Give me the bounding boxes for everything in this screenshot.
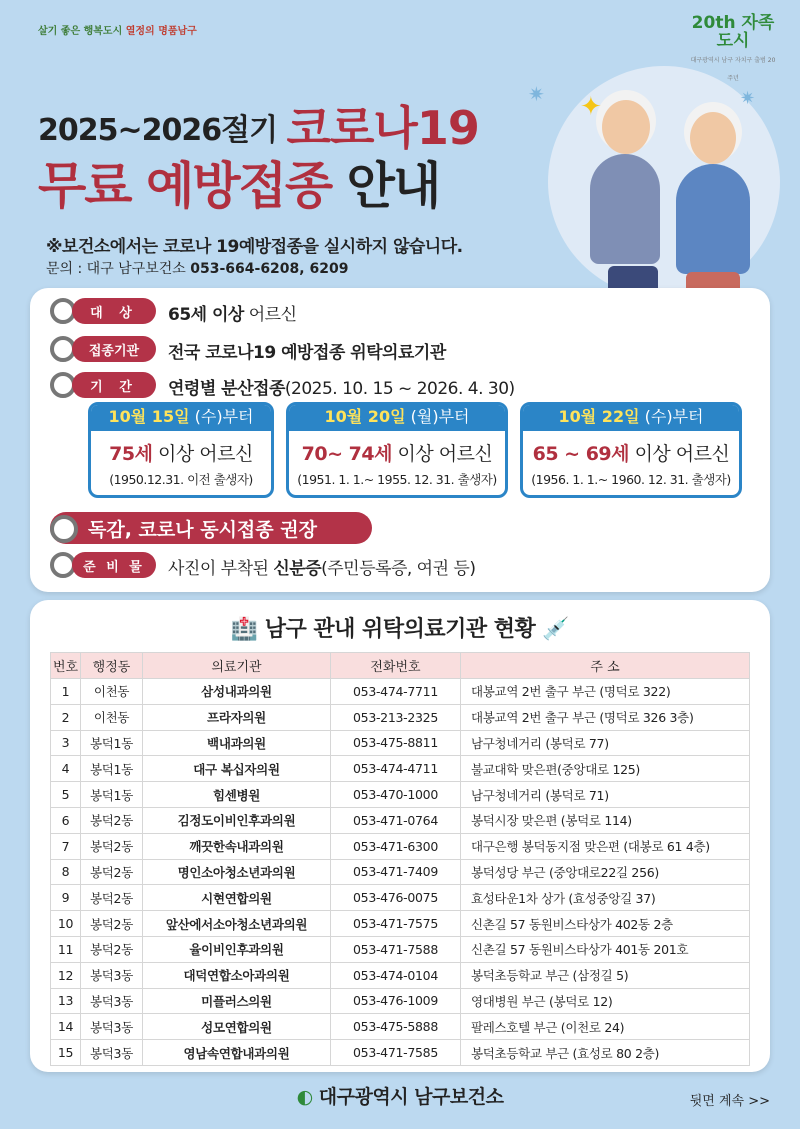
row-clinic: 백내과의원: [143, 730, 331, 756]
row-address: 봉덕시장 맞은편 (봉덕로 114): [461, 807, 750, 833]
row-no: 5: [51, 782, 81, 808]
table-row: [51, 1014, 750, 1040]
row-district: 봉덕3동: [81, 988, 143, 1014]
target-text: [168, 300, 297, 325]
row-clinic: 삼성내과의원: [143, 679, 331, 705]
phase-age-2: [289, 439, 505, 466]
row-clinic: 율이비인후과의원: [143, 936, 331, 962]
table-row: [51, 679, 750, 705]
table-row: [51, 911, 750, 937]
row-phone: 053-471-6300: [331, 833, 461, 859]
row-address: 남구청네거리 (봉덕로 71): [461, 782, 750, 808]
col-no: 번호: [51, 653, 81, 679]
row-clinic: 미플러스의원: [143, 988, 331, 1014]
table-row: [51, 936, 750, 962]
row-phone: 053-474-4711: [331, 756, 461, 782]
row-no: 2: [51, 704, 81, 730]
logo-subtext: 대구광역시 남구 자치구 출범 20주년: [690, 57, 776, 82]
phase-day-2: (월)부터: [410, 407, 470, 426]
row-district: 봉덕3동: [81, 1040, 143, 1066]
footer-org-text: 대구광역시 남구보건소: [318, 1086, 504, 1108]
phase-birth: (1950.12.31. 이전 출생자): [109, 472, 253, 487]
row-phone: 053-474-7711: [331, 679, 461, 705]
row-district: 봉덕2동: [81, 859, 143, 885]
slogan-right: 열정의 명품남구: [125, 26, 197, 37]
row-district: 봉덕2동: [81, 833, 143, 859]
row-address: 불교대학 맞은편(중앙대로 125): [461, 756, 750, 782]
phase-day: (수)부터: [194, 407, 254, 426]
table-row: [51, 807, 750, 833]
phase-box-1: [88, 402, 274, 498]
phase-age-text: 이상 어르신: [158, 443, 253, 465]
row-no: 14: [51, 1014, 81, 1040]
row-address: 신촌길 57 동원비스타상가 401동 201호: [461, 936, 750, 962]
row-no: 13: [51, 988, 81, 1014]
row-clinic: 힘센병원: [143, 782, 331, 808]
next-page-link[interactable]: 뒷면 계속 >>: [689, 1094, 770, 1109]
phase-age: [91, 439, 271, 466]
row-district: 봉덕2동: [81, 936, 143, 962]
phase-header-2: [289, 405, 505, 431]
period-text: [168, 374, 515, 399]
table-row: [51, 704, 750, 730]
row-district: 봉덕3동: [81, 1014, 143, 1040]
table-row: [51, 756, 750, 782]
elderly-man-figure: [590, 154, 660, 264]
label-clinic: 접종기관: [72, 336, 156, 362]
row-clinic: 프라자의원: [143, 704, 331, 730]
table-header-row: [51, 653, 750, 679]
row-phone: 053-476-0075: [331, 885, 461, 911]
row-no: 8: [51, 859, 81, 885]
table-row: [51, 859, 750, 885]
table-row: [51, 1040, 750, 1066]
prep-text: [168, 554, 475, 579]
row-no: 3: [51, 730, 81, 756]
row-address: 대봉교역 2번 출구 부근 (명덕로 322): [461, 679, 750, 705]
table-row: [51, 885, 750, 911]
row-address: 영대병원 부근 (봉덕로 12): [461, 988, 750, 1014]
simultaneous-vaccination-pill: [50, 512, 372, 544]
row-phone: 053-475-5888: [331, 1014, 461, 1040]
phase-age-value: 75세: [109, 443, 153, 465]
row-no: 12: [51, 962, 81, 988]
phase-birth-3: (1956. 1. 1.~ 1960. 12. 31. 출생자): [531, 472, 731, 487]
virus-icon: ✷: [740, 88, 756, 109]
phase-header: [91, 405, 271, 431]
phase-date-2: 10월 20일: [324, 407, 406, 426]
contact-line: [46, 258, 348, 278]
row-clinic: 김정도이비인후과의원: [143, 807, 331, 833]
phase-header-3: [523, 405, 739, 431]
row-address: 봉덕초등학교 부근 (삼정길 5): [461, 962, 750, 988]
clinic-table: [50, 652, 750, 1066]
target-bold: 65세 이상: [168, 305, 244, 325]
footer-org: [0, 1082, 800, 1109]
title-red: 무료 예방접종: [38, 157, 332, 215]
syringe-icon: 💉: [542, 617, 570, 642]
row-address: 대구은행 봉덕동지점 맞은편 (대봉로 61 4층): [461, 833, 750, 859]
row-no: 9: [51, 885, 81, 911]
row-phone: 053-476-1009: [331, 988, 461, 1014]
hospital-icon: 🏥: [230, 617, 258, 642]
table-row: [51, 730, 750, 756]
phase-age-text-2: 이상 어르신: [397, 443, 493, 465]
phase-age-value-3: 65 ~ 69세: [532, 443, 630, 465]
row-address: 신촌길 57 동원비스타상가 402동 2층: [461, 911, 750, 937]
phase-box-2: [286, 402, 508, 498]
col-clinic: 의료기관: [143, 653, 331, 679]
phase-birth-2: (1951. 1. 1.~ 1955. 12. 31. 출생자): [297, 472, 497, 487]
row-district: 봉덕2동: [81, 807, 143, 833]
title-black: 안내: [346, 157, 440, 215]
table-title-text: 남구 관내 위탁의료기관 현황: [264, 617, 536, 642]
row-district: 봉덕1동: [81, 756, 143, 782]
simul-text: 독감, 코로나 동시접종 권장: [88, 518, 317, 541]
row-clinic: 깨끗한속내과의원: [143, 833, 331, 859]
row-no: 11: [51, 936, 81, 962]
prep-text-1: 사진이 부착된: [168, 559, 269, 579]
row-phone: 053-475-8811: [331, 730, 461, 756]
table-row: [51, 962, 750, 988]
row-no: 10: [51, 911, 81, 937]
row-phone: 053-471-7409: [331, 859, 461, 885]
prep-bold: 신분증: [273, 559, 322, 579]
row-phone: 053-474-0104: [331, 962, 461, 988]
row-no: 15: [51, 1040, 81, 1066]
row-address: 봉덕성당 부근 (중앙대로22길 256): [461, 859, 750, 885]
row-address: 대봉교역 2번 출구 부근 (명덕로 326 3층): [461, 704, 750, 730]
row-clinic: 대구 복십자의원: [143, 756, 331, 782]
row-district: 봉덕2동: [81, 885, 143, 911]
label-period: 기 간: [72, 372, 156, 398]
phase-date-3: 10월 22일: [558, 407, 640, 426]
row-phone: 053-471-0764: [331, 807, 461, 833]
slogan: [38, 22, 197, 37]
phase-date: 10월 15일: [108, 407, 190, 426]
row-district: 봉덕3동: [81, 962, 143, 988]
prep-text-2: (주민등록증, 여권 등): [321, 559, 476, 579]
notice-text: ※보건소에서는 코로나 19예방접종을 실시하지 않습니다.: [46, 237, 463, 257]
virus-icon-2: ✷: [528, 82, 545, 106]
label-prep: 준 비 물: [72, 552, 156, 578]
row-no: 1: [51, 679, 81, 705]
table-row: [51, 988, 750, 1014]
row-address: 팔레스호텔 부근 (이천로 24): [461, 1014, 750, 1040]
period-bold: 연령별 분산접종: [168, 379, 285, 399]
row-phone: 053-471-7585: [331, 1040, 461, 1066]
phase-age-text-3: 이상 어르신: [634, 443, 730, 465]
health-center-logo-icon: ◐: [296, 1086, 313, 1108]
row-no: 6: [51, 807, 81, 833]
title-line-2: [38, 146, 439, 218]
row-district: 봉덕1동: [81, 782, 143, 808]
logo-text: 20th 자족도시: [691, 13, 775, 51]
row-address: 남구청네거리 (봉덕로 77): [461, 730, 750, 756]
contact-phones: 053-664-6208, 6209: [190, 261, 349, 277]
phase-age-3: [523, 439, 739, 466]
row-district: 봉덕2동: [81, 911, 143, 937]
row-no: 7: [51, 833, 81, 859]
face-shape: [602, 100, 650, 154]
col-address: 주 소: [461, 653, 750, 679]
label-target: 대 상: [72, 298, 156, 324]
row-district: 봉덕1동: [81, 730, 143, 756]
slogan-left: 살기 좋은 행복도시: [38, 26, 123, 37]
row-district: 이천동: [81, 679, 143, 705]
table-title: [0, 612, 800, 643]
row-clinic: 시현연합의원: [143, 885, 331, 911]
target-rest: 어르신: [248, 305, 297, 325]
row-address: 봉덕초등학교 부근 (효성로 80 2층): [461, 1040, 750, 1066]
row-clinic: 영남속연합내과의원: [143, 1040, 331, 1066]
title-highlight: 코로나19: [286, 101, 479, 155]
sparkle-icon: ✦: [580, 92, 602, 122]
table-row: [51, 833, 750, 859]
elderly-man-figure-2: [676, 164, 750, 274]
phase-day-3: (수)부터: [644, 407, 704, 426]
period-dates: (2025. 10. 15 ~ 2026. 4. 30): [284, 379, 515, 399]
contact-label: 문의 : 대구 남구보건소: [46, 261, 186, 277]
row-district: 이천동: [81, 704, 143, 730]
col-district: 행정동: [81, 653, 143, 679]
magnifier-icon-4: [50, 515, 78, 543]
row-phone: 053-213-2325: [331, 704, 461, 730]
table-row: [51, 782, 750, 808]
col-phone: 전화번호: [331, 653, 461, 679]
row-phone: 053-470-1000: [331, 782, 461, 808]
clinic-text: 전국 코로나19 예방접종 위탁의료기관: [168, 343, 446, 363]
row-clinic: 명인소아청소년과의원: [143, 859, 331, 885]
phase-box-3: [520, 402, 742, 498]
row-clinic: 대덕연합소아과의원: [143, 962, 331, 988]
row-phone: 053-471-7588: [331, 936, 461, 962]
face-shape-2: [690, 112, 736, 164]
row-address: 효성타운1차 상가 (효성중앙길 37): [461, 885, 750, 911]
row-clinic: 앞산에서소아청소년과의원: [143, 911, 331, 937]
phase-age-value-2: 70~ 74세: [301, 443, 392, 465]
row-no: 4: [51, 756, 81, 782]
row-phone: 053-471-7575: [331, 911, 461, 937]
row-clinic: 성모연합의원: [143, 1014, 331, 1040]
title-period: 2025~2026절기: [38, 113, 278, 148]
